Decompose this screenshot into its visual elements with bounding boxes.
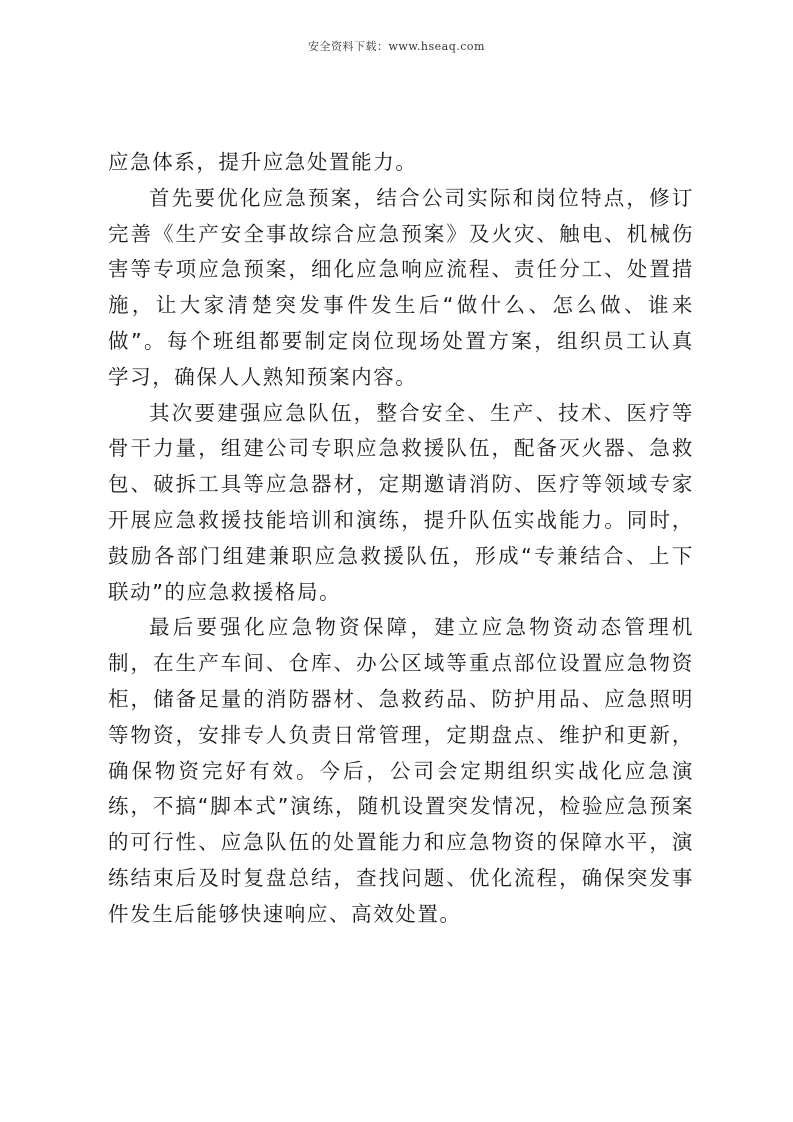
paragraph-emergency-team: 其次要建强应急队伍，整合安全、生产、技术、医疗等骨干力量，组建公司专职应急救援队伍，配备灭火器、急救包、破拆工具等应急器材，定期邀请消防、医疗等领域专家开展应急救援技能培训和演练，提升队伍实战能力。同时，鼓励各部门组建兼职应急救援队伍，形成“专兼结合、上下联动”的应急救援格局。 [108,400,694,604]
paragraph-emergency-plan: 首先要优化应急预案，结合公司实际和岗位特点，修订完善《生产安全事故综合应急预案》及火灾、触电、机械伤害等专项应急预案，细化应急响应流程、责任分工、处置措施，让大家清楚突发事件发生后“做什么、怎么做、谁来做”。每个班组都要制定岗位现场处置方案，组织员工认真学习，确保人人熟知预案内容。 [108,185,694,389]
document-body [108,145,694,933]
paragraph-continuation: 应急体系，提升应急处置能力。 [108,150,418,174]
page-header: 安全资料下载：www.hseaq.com [308,40,485,53]
paragraph-emergency-supplies: 最后要强化应急物资保障，建立应急物资动态管理机制，在生产车间、仓库、办公区域等重点部位设置应急物资柜，储备足量的消防器材、急救药品、防护用品、应急照明等物资，安排专人负责日常管理，定期盘点、维护和更新，确保物资完好有效。今后，公司会定期组织实战化应急演练，不搞“脚本式”演练，随机设置突发情况，检验应急预案的可行性、应急队伍的处置能力和应急物资的保障水平，演练结束后及时复盘总结，查找问题、优化流程，确保突发事件发生后能够快速响应、高效处置。 [108,615,694,926]
